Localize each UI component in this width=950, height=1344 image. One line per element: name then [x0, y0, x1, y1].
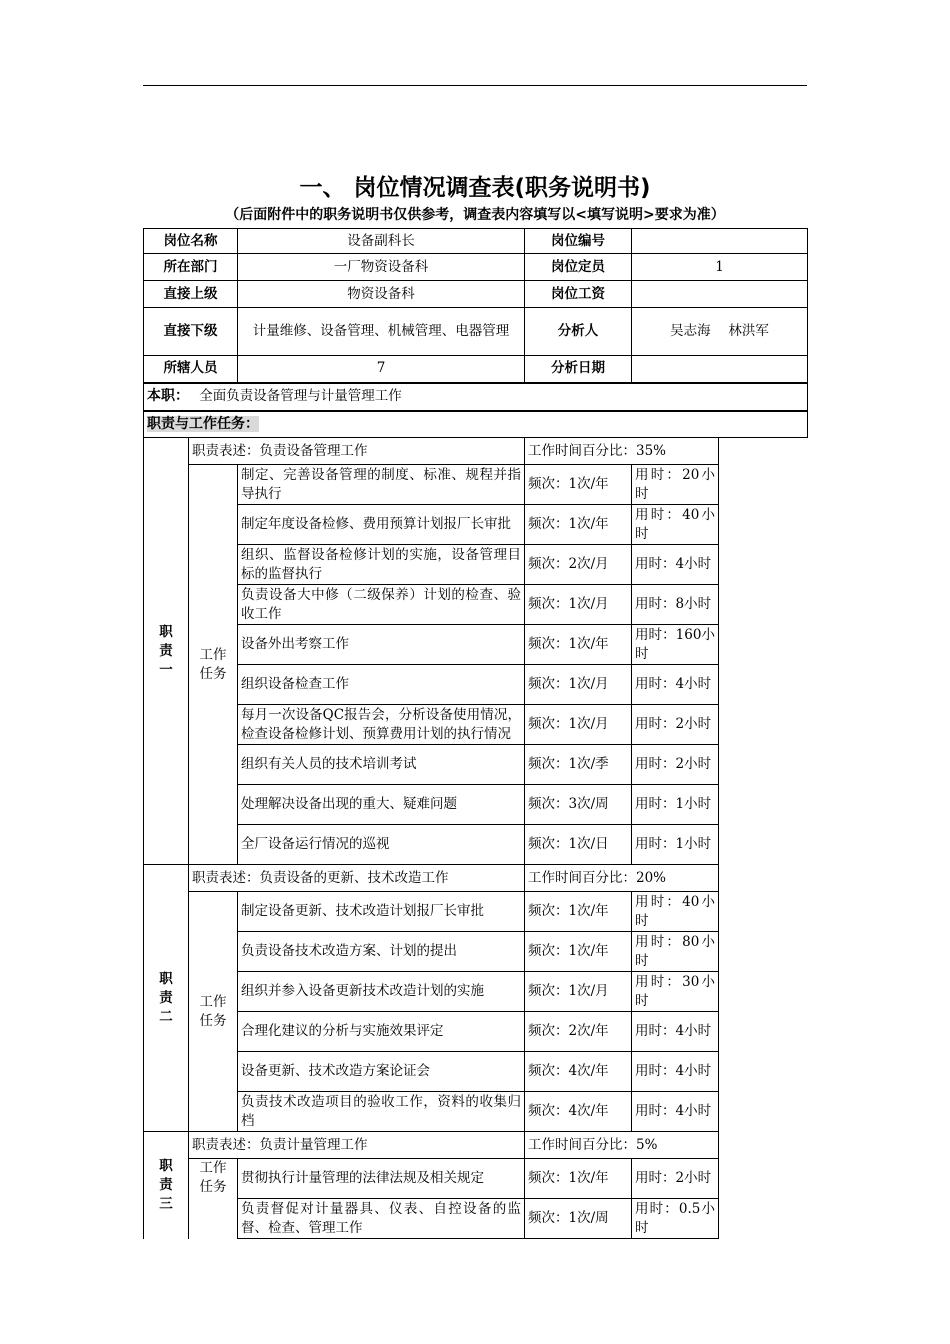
task-frequency: 频次：1次/月 [525, 585, 632, 625]
analyst-value: 吴志海 林洪军 [632, 308, 808, 356]
task-frequency: 频次：1次/年 [525, 465, 632, 505]
task-duration: 用时：4小时 [632, 665, 719, 705]
quota-label: 岗位定员 [525, 254, 632, 281]
task-text: 组织设备检查工作 [238, 665, 525, 705]
job-survey-table [143, 228, 808, 1239]
task-frequency: 频次：1次/周 [525, 1199, 632, 1239]
task-text: 组织并参入设备更新技术改造计划的实施 [238, 972, 525, 1012]
task-duration: 用时：8小时 [632, 585, 719, 625]
section-2-desc: 职责表述：负责设备的更新、技术改造工作 [189, 865, 525, 892]
task-frequency: 频次：1次/日 [525, 825, 632, 865]
header-rule [143, 85, 807, 86]
staff-label: 所辖人员 [144, 356, 238, 383]
dept-value: 一厂物资设备科 [238, 254, 525, 281]
superior-value: 物资设备科 [238, 281, 525, 308]
task-text: 负责督促对计量器具、仪表、自控设备的监督、检查、管理工作 [238, 1199, 525, 1239]
subordinate-value: 计量维修、设备管理、机械管理、电器管理 [238, 308, 525, 356]
analyst-label: 分析人 [525, 308, 632, 356]
task-frequency: 频次：4次/年 [525, 1092, 632, 1132]
task-frequency: 频次：3次/周 [525, 785, 632, 825]
quota-value: 1 [632, 254, 808, 281]
task-duration: 用时：4小时 [632, 1052, 719, 1092]
task-frequency: 频次：1次/年 [525, 892, 632, 932]
task-duration: 用时：30小时 [632, 972, 719, 1012]
dept-label: 所在部门 [144, 254, 238, 281]
page-subtitle: （后面附件中的职务说明书仅供参考，调查表内容填写以<填写说明>要求为准） [225, 207, 725, 223]
duties-header-row [144, 411, 808, 438]
post-no-label: 岗位编号 [525, 229, 632, 254]
task-duration: 用时：2小时 [632, 705, 719, 745]
task-frequency: 频次：1次/年 [525, 932, 632, 972]
section-3-desc: 职责表述：负责计量管理工作 [189, 1132, 525, 1159]
task-frequency: 频次：4次/年 [525, 1052, 632, 1092]
task-duration: 用时：4小时 [632, 1012, 719, 1052]
task-frequency: 频次：1次/月 [525, 972, 632, 1012]
task-frequency: 频次：1次/月 [525, 665, 632, 705]
task-text: 制定、完善设备管理的制度、标准、规程并指导执行 [238, 465, 525, 505]
task-text: 负责设备大中修（二级保养）计划的检查、验收工作 [238, 585, 525, 625]
staff-value: 7 [238, 356, 525, 383]
section-3-pct: 工作时间百分比：5% [525, 1132, 719, 1159]
task-duration: 用时：2小时 [632, 1159, 719, 1199]
subordinate-label: 直接下级 [144, 308, 238, 356]
task-text: 制定设备更新、技术改造计划报厂长审批 [238, 892, 525, 932]
section-3-task-label: 工作任务 [189, 1159, 238, 1239]
post-name-label: 岗位名称 [144, 229, 238, 254]
task-frequency: 频次：1次/年 [525, 1159, 632, 1199]
core-duty-text: 全面负责设备管理与计量管理工作 [199, 388, 402, 404]
task-duration: 用时：40小时 [632, 505, 719, 545]
task-text: 负责设备技术改造方案、计划的提出 [238, 932, 525, 972]
date-label: 分析日期 [525, 356, 632, 383]
section-1-pct: 工作时间百分比：35% [525, 438, 719, 465]
section-2-pct: 工作时间百分比：20% [525, 865, 719, 892]
section-2-name: 职责二 [144, 865, 189, 1132]
task-frequency: 频次：2次/年 [525, 1012, 632, 1052]
core-duty-label: 本职： [147, 388, 189, 404]
task-text: 组织有关人员的技术培训考试 [238, 745, 525, 785]
task-frequency: 频次：1次/年 [525, 625, 632, 665]
task-text: 制定年度设备检修、费用预算计划报厂长审批 [238, 505, 525, 545]
section-1-desc: 职责表述：负责设备管理工作 [189, 438, 525, 465]
task-frequency: 频次：1次/季 [525, 745, 632, 785]
task-duration: 用时：1小时 [632, 785, 719, 825]
task-text: 组织、监督设备检修计划的实施，设备管理目标的监督执行 [238, 545, 525, 585]
task-text: 合理化建议的分析与实施效果评定 [238, 1012, 525, 1052]
task-duration: 用时：4小时 [632, 545, 719, 585]
superior-label: 直接上级 [144, 281, 238, 308]
section-3-name: 职责三 [144, 1132, 189, 1239]
task-duration: 用时：2小时 [632, 745, 719, 785]
task-frequency: 频次：2次/月 [525, 545, 632, 585]
task-duration: 用时：4小时 [632, 1092, 719, 1132]
task-duration: 用时：0.5小时 [632, 1199, 719, 1239]
post-name-value: 设备副科长 [238, 229, 525, 254]
task-text: 设备更新、技术改造方案论证会 [238, 1052, 525, 1092]
task-frequency: 频次：1次/月 [525, 705, 632, 745]
task-text: 贯彻执行计量管理的法律法规及相关规定 [238, 1159, 525, 1199]
section-2-task-label: 工作任务 [189, 892, 238, 1132]
task-text: 负责技术改造项目的验收工作，资料的收集归档 [238, 1092, 525, 1132]
task-duration: 用时：20小时 [632, 465, 719, 505]
task-text: 处理解决设备出现的重大、疑难问题 [238, 785, 525, 825]
salary-value [632, 281, 808, 308]
date-value [632, 356, 808, 383]
post-no-value [632, 229, 808, 254]
task-duration: 用时：40小时 [632, 892, 719, 932]
task-duration: 用时：160小时 [632, 625, 719, 665]
task-text: 全厂设备运行情况的巡视 [238, 825, 525, 865]
core-duty-row [144, 383, 808, 411]
task-text: 每月一次设备QC报告会，分析设备使用情况，检查设备检修计划、预算费用计划的执行情况 [238, 705, 525, 745]
section-1-name: 职责一 [144, 438, 189, 865]
task-frequency: 频次：1次/年 [525, 505, 632, 545]
task-duration: 用时：1小时 [632, 825, 719, 865]
duties-header: 职责与工作任务： [147, 415, 259, 432]
page-title: 一、 岗位情况调查表(职务说明书) [299, 175, 651, 201]
section-1-task-label: 工作任务 [189, 465, 238, 865]
task-text: 设备外出考察工作 [238, 625, 525, 665]
task-duration: 用时：80小时 [632, 932, 719, 972]
salary-label: 岗位工资 [525, 281, 632, 308]
